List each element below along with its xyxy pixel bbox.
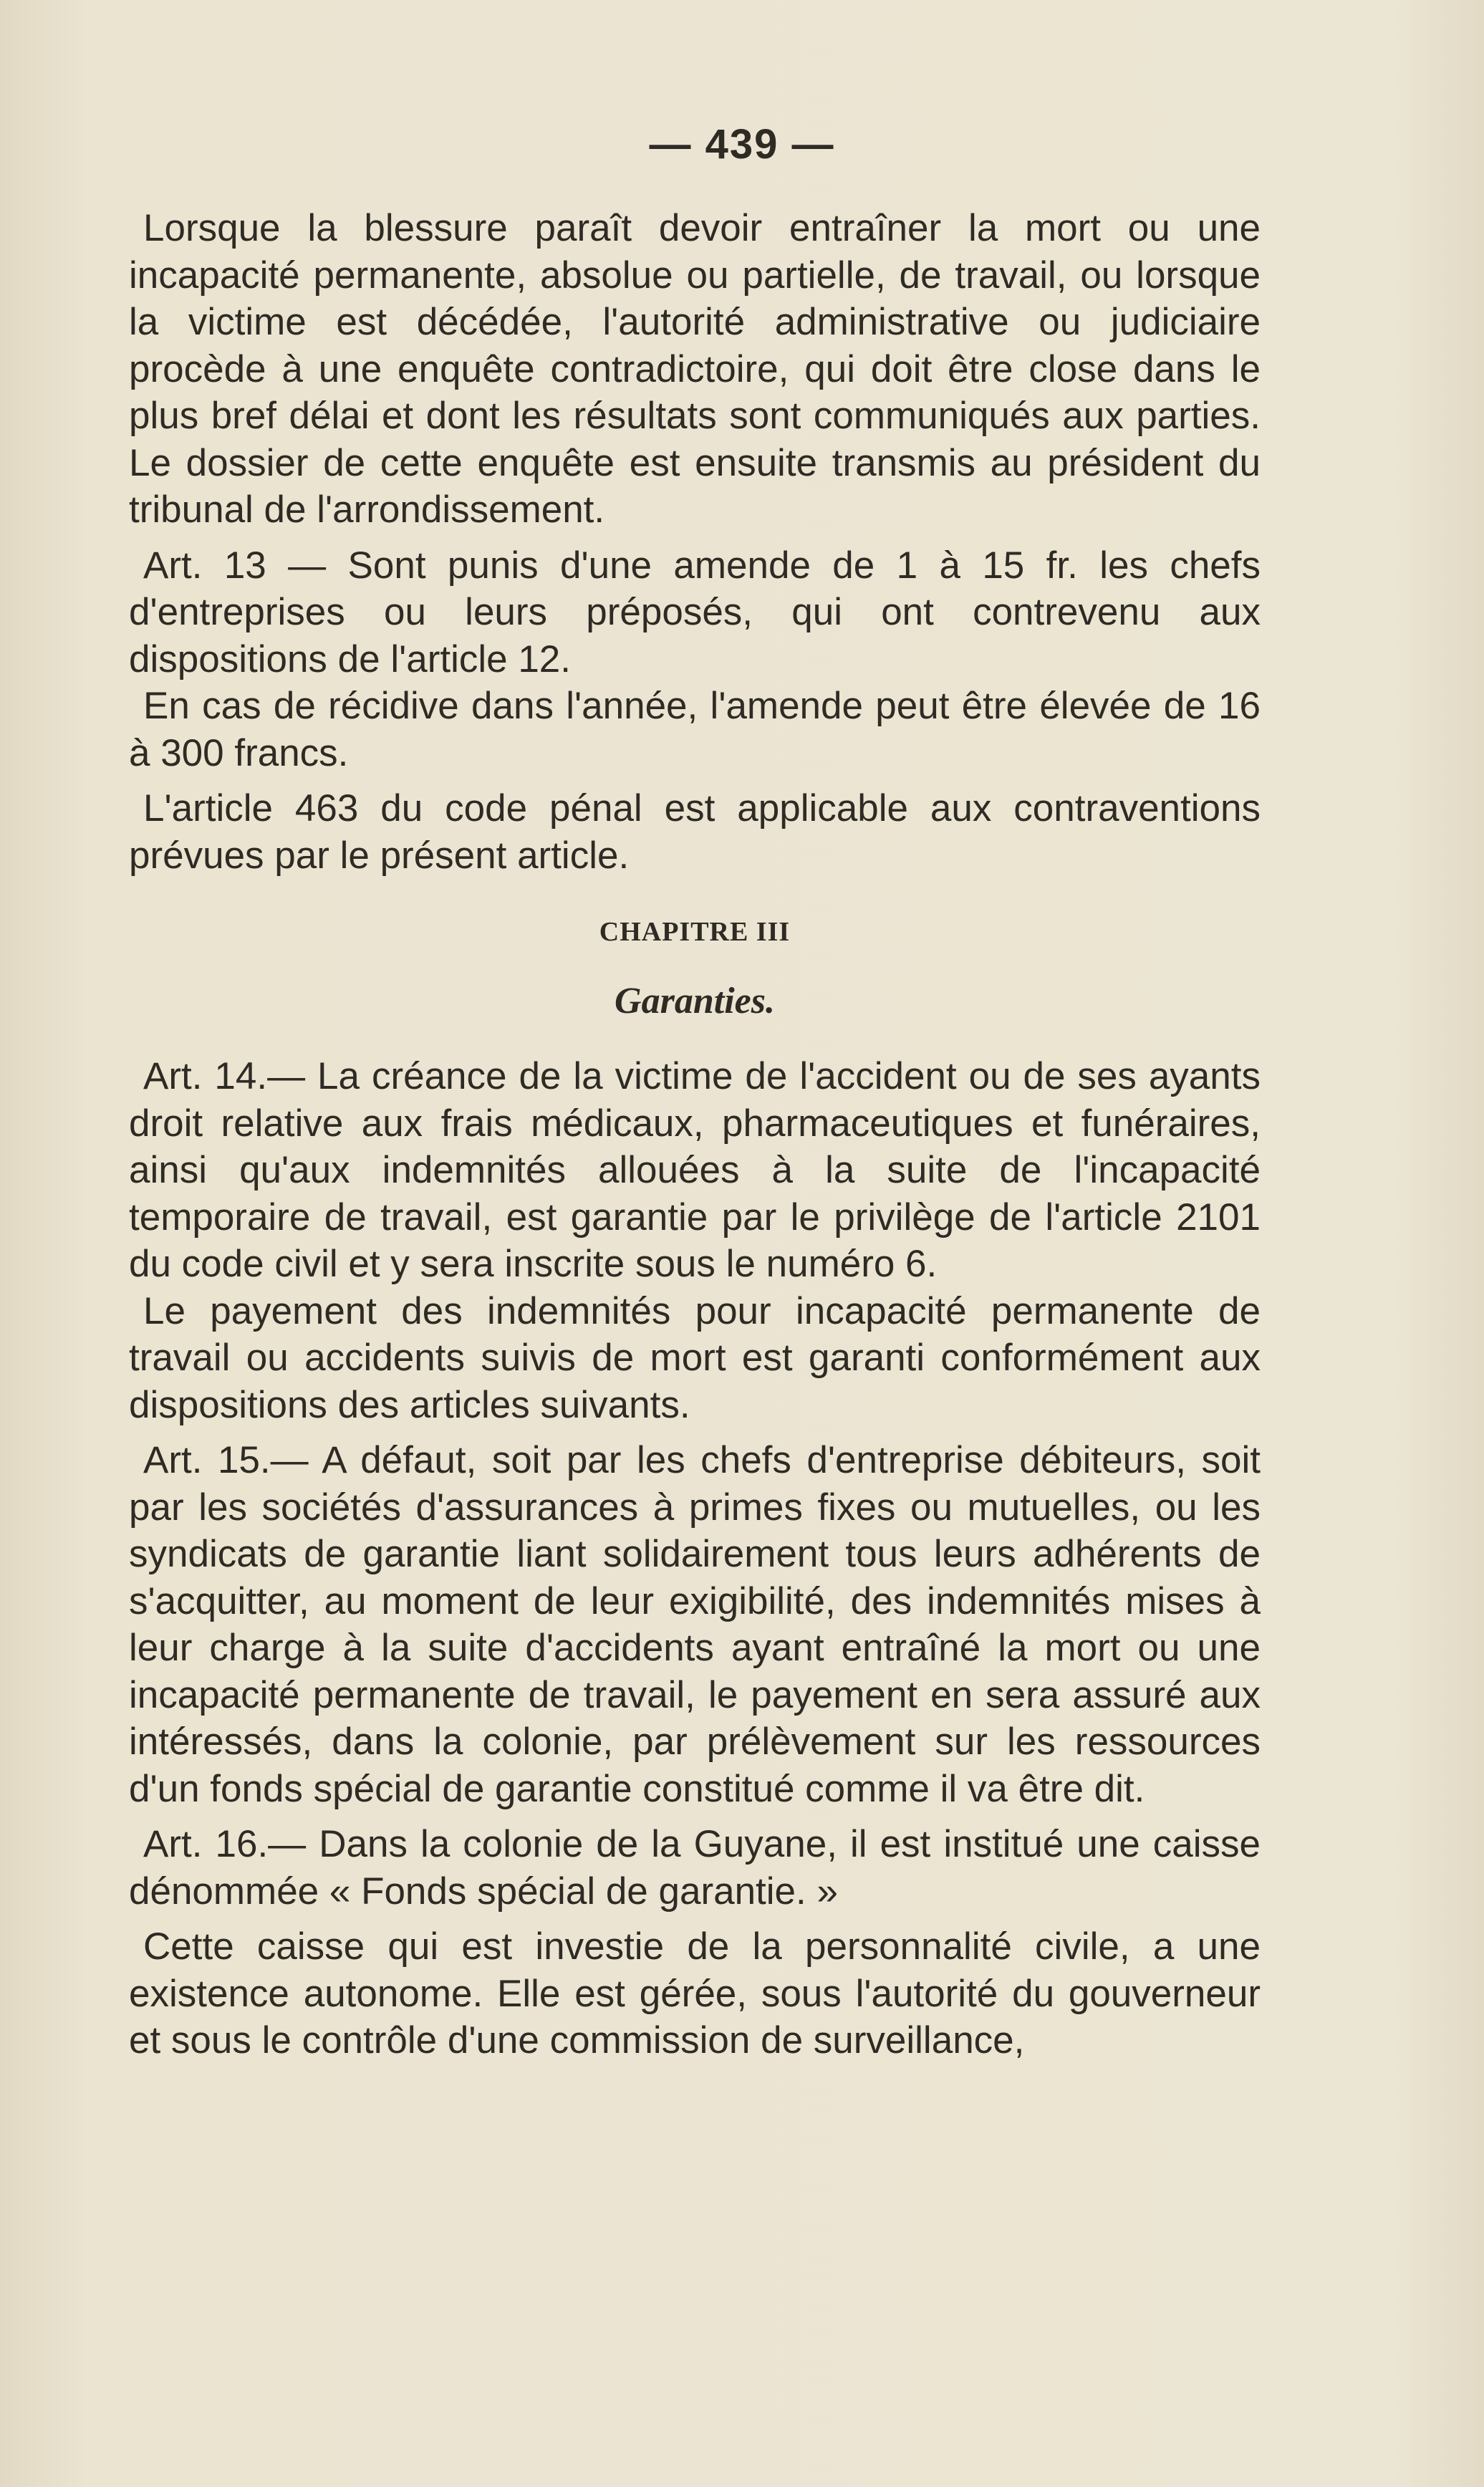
paragraph-article-15: Art. 15.— A défaut, soit par les chefs d'entreprise débiteurs, soit par les sociétés d'assurances à primes fixes ou mutuelles, ou les syndicats de garantie liant solidairement tous leurs adhérents de s'acquitter, au moment de leur exigibilité, des indemnités mises à leur charge à la suite d'accidents ayant entraîné la mort ou une incapacité permanente de travail, le payement en sera assuré aux intéressés, dans la colonie, par prélèvement sur les ressources d'un fonds spécial de garantie constitué comme il va être dit. [129, 1439, 1261, 1810]
section-title: Garanties. [615, 980, 775, 1021]
paragraph-recidive: En cas de récidive dans l'année, l'amende peut être élevée de 16 à 300 francs. [129, 685, 1261, 774]
paragraph-article-463: L'article 463 du code pénal est applicable aux contraventions prévues par le présent article. [129, 787, 1261, 877]
paragraph-payement: Le payement des indemnités pour incapacité permanente de travail ou accidents suivis de mort est garanti conformément aux dispositions des articles suivants. [129, 1289, 1261, 1426]
paragraph-article-16: Art. 16.— Dans la colonie de la Guyane, il est institué une caisse dénommée « Fonds spécial de garantie. » [129, 1823, 1261, 1913]
paragraph-inquiry: Lorsque la blessure paraît devoir entraîner la mort ou une incapacité permanente, absolue ou partielle, de travail, ou lorsque la victime est décédée, l'autorité administrative ou judiciaire procède à une enquête contradictoire, qui doit être close dans le plus bref délai et dont les résultats sont communiqués aux parties. Le dossier de cette enquête est ensuite transmis au président du tribunal de l'arrondissement. [129, 207, 1261, 531]
page-number: — 439 — [649, 121, 835, 168]
paragraph-article-14: Art. 14.— La créance de la victime de l'accident ou de ses ayants droit relative aux frais médicaux, pharmaceutiques et funéraires, ainsi qu'aux indemnités allouées à la suite de l'incapacité temporaire de travail, est garantie par le privilège de l'article 2101 du code civil et y sera inscrite sous le numéro 6. [129, 1055, 1261, 1285]
paragraph-article-13: Art. 13 — Sont punis d'une amende de 1 à 15 fr. les chefs d'entreprises ou leurs préposés, qui ont contrevenu aux dispositions de l'article 12. [129, 544, 1261, 680]
chapter-heading: CHAPITRE III [599, 917, 791, 947]
paragraph-caisse: Cette caisse qui est investie de la personnalité civile, a une existence autonome. Elle est gérée, sous l'autorité du gouverneur et sous le contrôle d'une commission de surveillance, [129, 1925, 1261, 2062]
page-body [129, 205, 1261, 2073]
